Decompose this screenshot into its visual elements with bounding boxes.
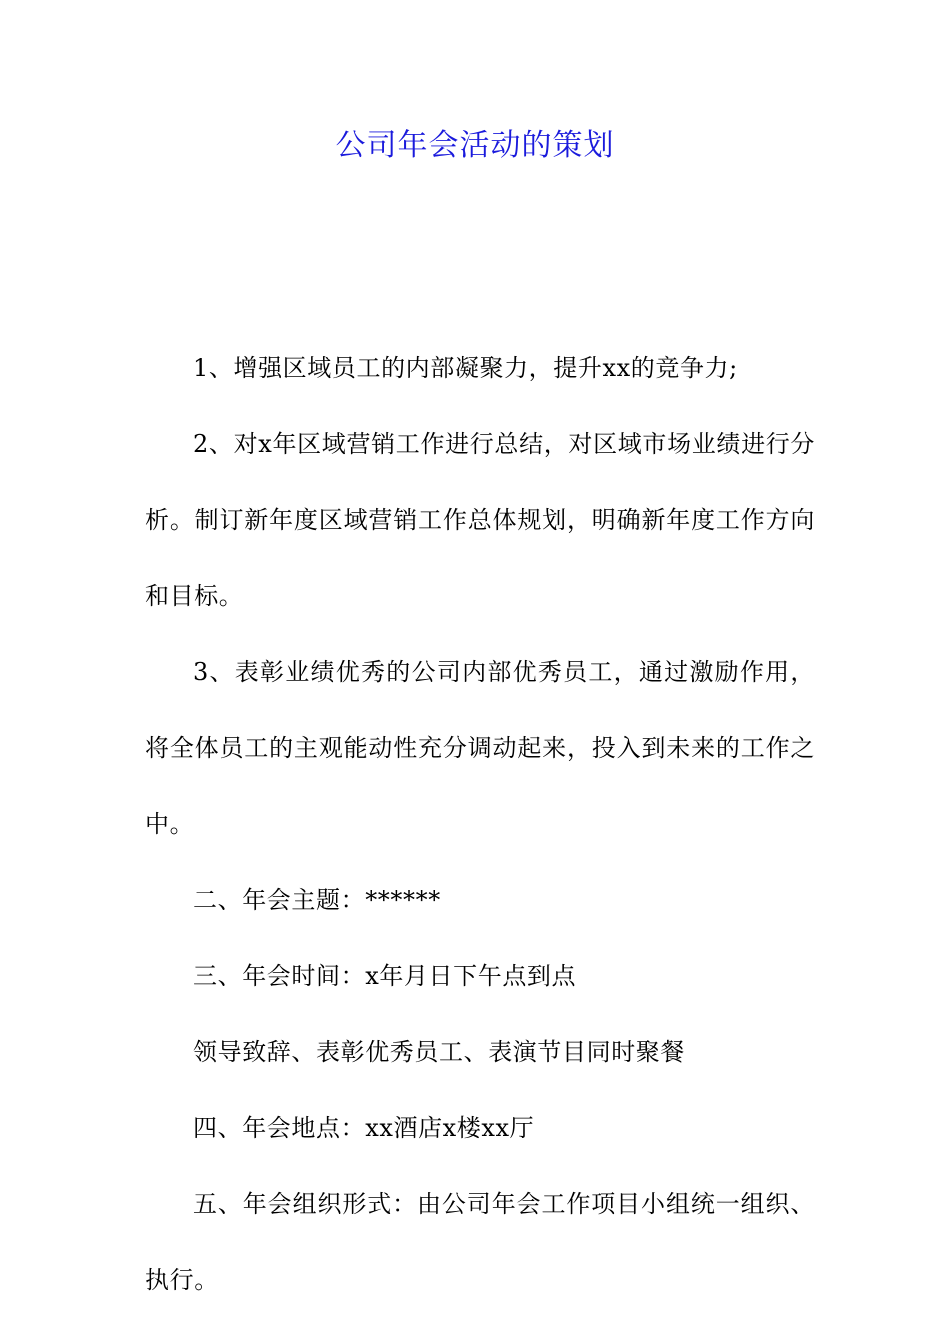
paragraph-agenda: 领导致辞、表彰优秀员工、表演节目同时聚餐 [193, 1038, 685, 1066]
paragraph-organization: 五、年会组织形式：由公司年会工作项目小组统一组织、执行。 [145, 1190, 815, 1294]
paragraph-time: 三、年会时间：x年月日下午点到点 [193, 962, 577, 990]
document-body [145, 330, 815, 1318]
paragraph-objective-2: 2、对x年区域营销工作进行总结，对区域市场业绩进行分析。制订新年度区域营销工作总体规划，明确新年度工作方向和目标。 [145, 430, 815, 610]
paragraph-objective-1: 1、增强区域员工的内部凝聚力，提升xx的竞争力; [193, 354, 738, 382]
document-title: 公司年会活动的策划 [335, 128, 615, 163]
paragraph-objective-3: 3、表彰业绩优秀的公司内部优秀员工，通过激励作用，将全体员工的主观能动性充分调动起来，投入到未来的工作之中。 [145, 658, 815, 838]
paragraph-theme: 二、年会主题：****** [193, 886, 441, 914]
paragraph-location: 四、年会地点：xx酒店x楼xx厅 [193, 1114, 535, 1142]
